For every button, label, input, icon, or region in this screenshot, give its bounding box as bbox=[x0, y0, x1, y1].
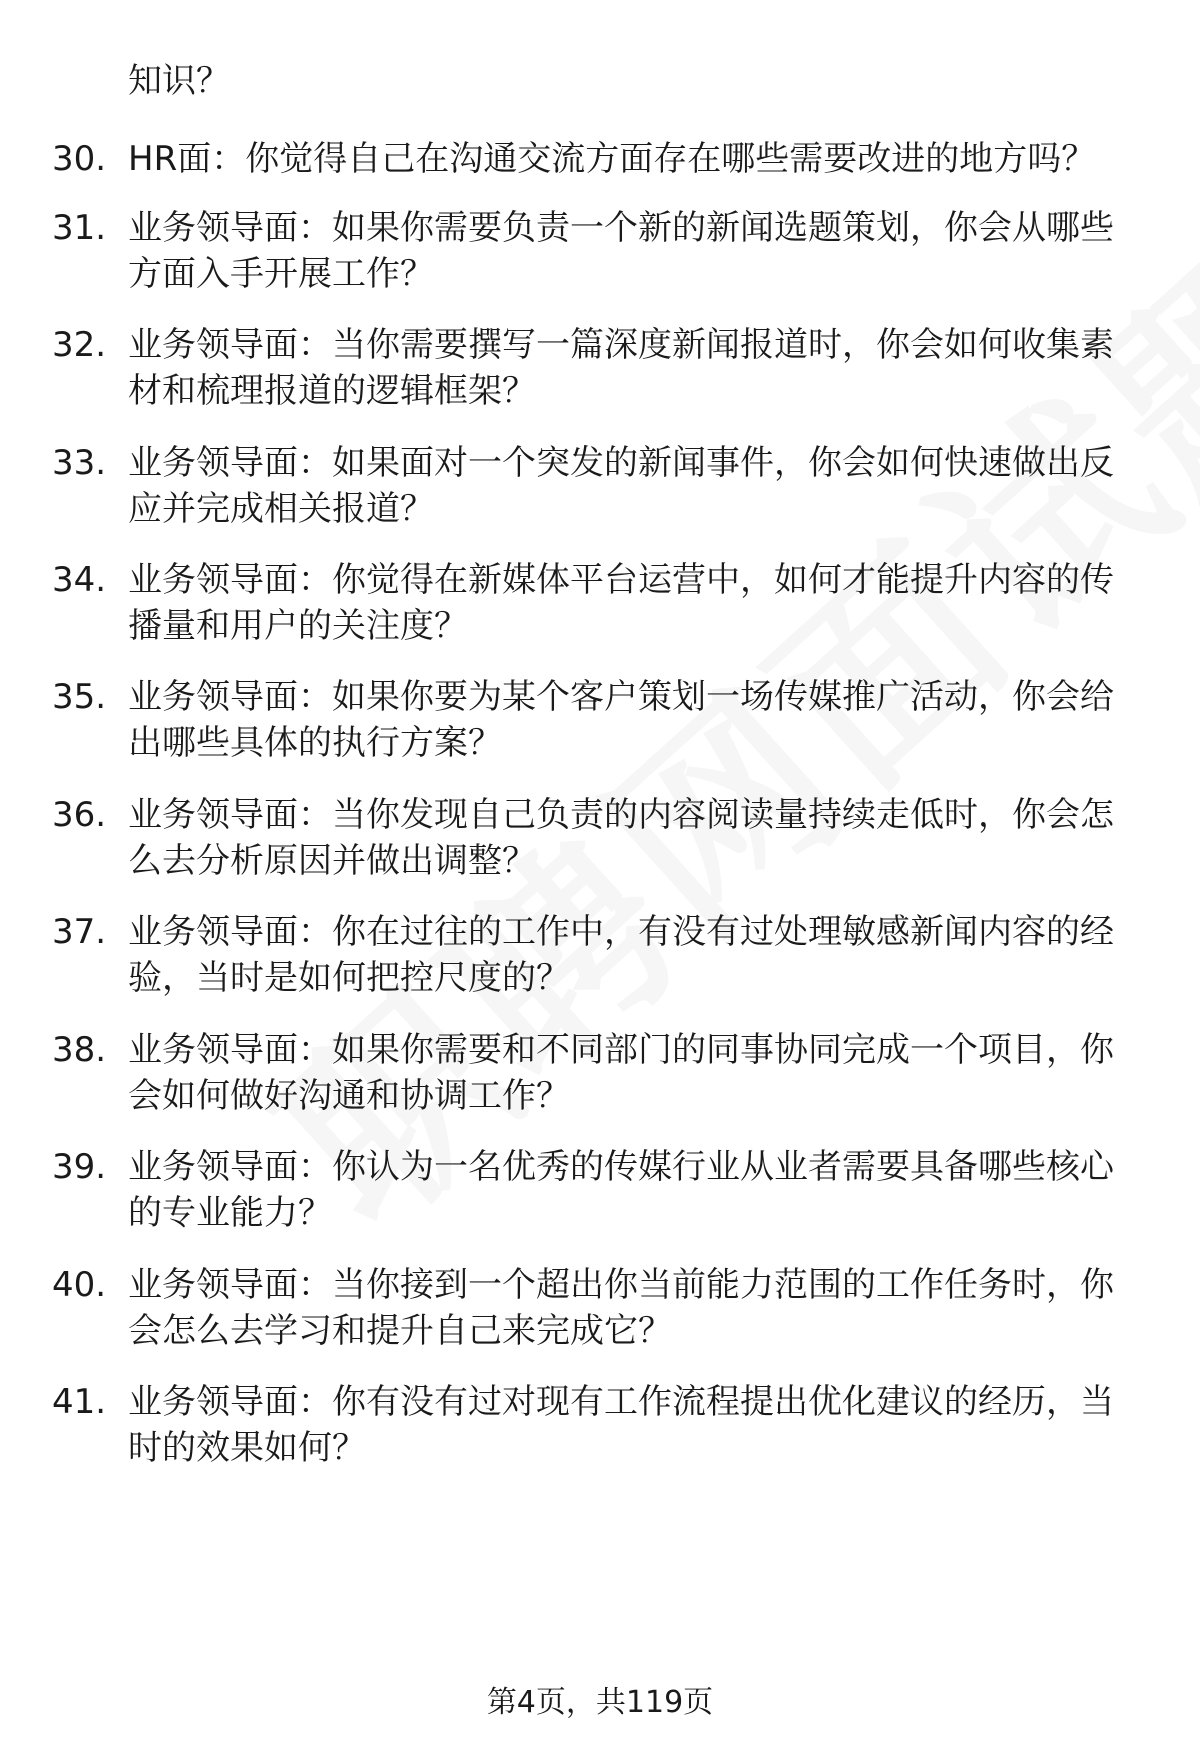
question-text: 业务领导面：当你需要撰写一篇深度新闻报道时，你会如何收集素材和梳理报道的逻辑框架？ bbox=[128, 325, 1114, 411]
question-number: 34. bbox=[52, 560, 107, 600]
question-number: 32. bbox=[52, 325, 107, 365]
question-number: 30. bbox=[52, 139, 107, 179]
question-text: 业务领导面：如果你要为某个客户策划一场传媒推广活动，你会给出哪些具体的执行方案？ bbox=[128, 677, 1114, 763]
question-number: 31. bbox=[52, 208, 107, 248]
question-text: 业务领导面：你有没有过对现有工作流程提出优化建议的经历，当时的效果如何？ bbox=[128, 1382, 1114, 1468]
page-footer: 第4页，共119页 bbox=[486, 1685, 714, 1720]
question-number: 38. bbox=[52, 1030, 107, 1070]
question-number: 37. bbox=[52, 912, 107, 952]
question-text: 业务领导面：当你发现自己负责的内容阅读量持续走低时，你会怎么去分析原因并做出调整？ bbox=[128, 795, 1114, 881]
question-text: 业务领导面：你在过往的工作中，有没有过处理敏感新闻内容的经验，当时是如何把控尺度的？ bbox=[128, 912, 1114, 998]
question-text: 业务领导面：当你接到一个超出你当前能力范围的工作任务时，你会怎么去学习和提升自己来完成它？ bbox=[128, 1265, 1114, 1351]
question-number: 39. bbox=[52, 1147, 107, 1187]
question-text: HR面：你觉得自己在沟通交流方面存在哪些需要改进的地方吗？ bbox=[128, 139, 1096, 179]
question-text: 业务领导面：如果你需要负责一个新的新闻选题策划，你会从哪些方面入手开展工作？ bbox=[128, 208, 1114, 294]
question-number: 35. bbox=[52, 677, 107, 717]
question-text: 业务领导面：如果你需要和不同部门的同事协同完成一个项目，你会如何做好沟通和协调工作？ bbox=[128, 1030, 1114, 1116]
question-number: 33. bbox=[52, 443, 107, 483]
question-number: 36. bbox=[52, 795, 107, 835]
question-text: 业务领导面：如果面对一个突发的新闻事件，你会如何快速做出反应并完成相关报道？ bbox=[128, 443, 1114, 529]
question-text: 业务领导面：你觉得在新媒体平台运营中，如何才能提升内容的传播量和用户的关注度？ bbox=[128, 560, 1114, 646]
question-number: 40. bbox=[52, 1265, 107, 1305]
question-text: 业务领导面：你认为一名优秀的传媒行业从业者需要具备哪些核心的专业能力？ bbox=[128, 1147, 1114, 1233]
question-number: 41. bbox=[52, 1382, 107, 1422]
continued-question-text: 知识？ bbox=[128, 61, 230, 101]
